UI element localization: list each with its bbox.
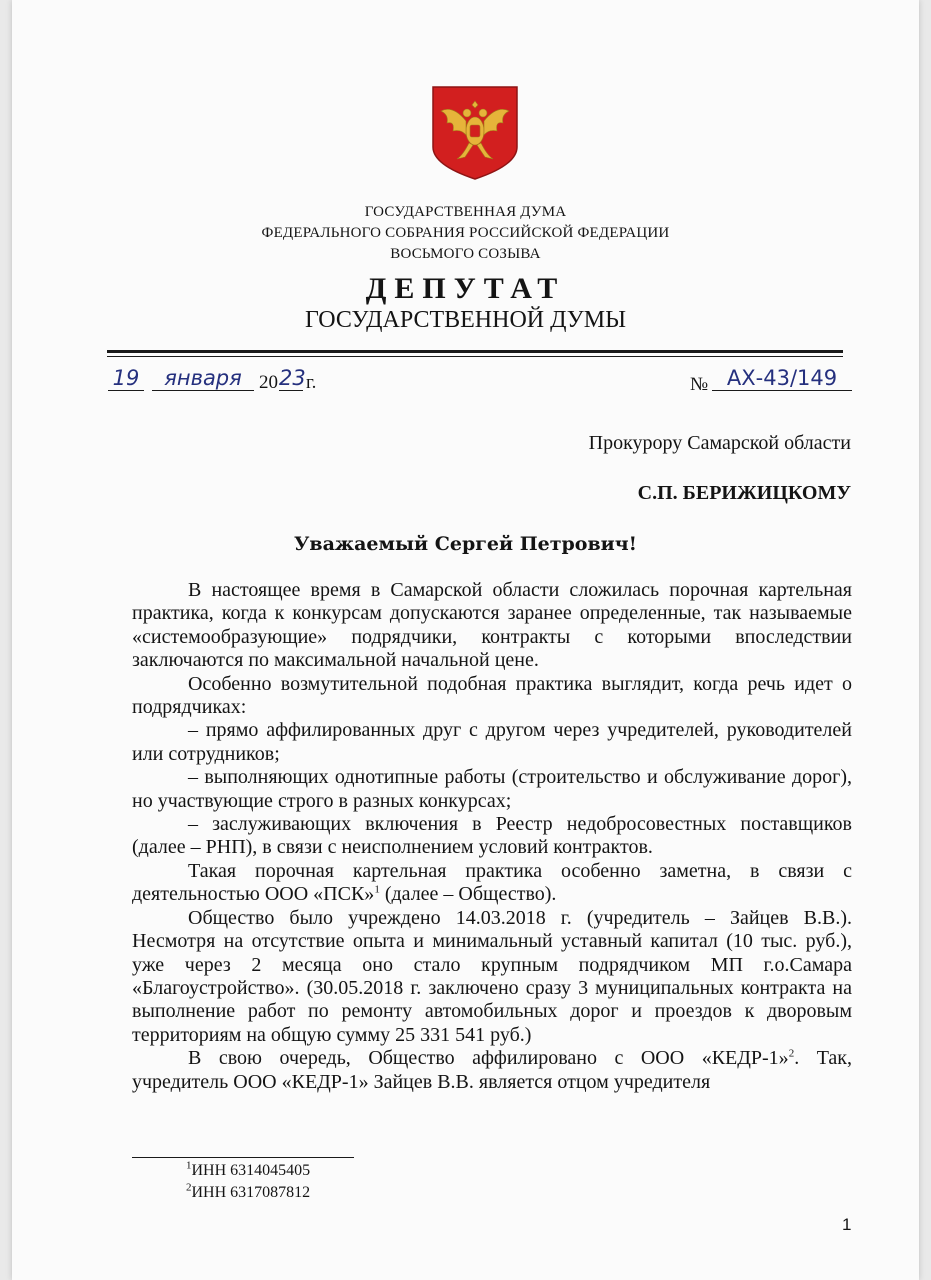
letterhead-org xyxy=(0,202,931,265)
date-year-prefix: 20 xyxy=(259,372,278,393)
reference-number xyxy=(690,366,860,402)
footnote xyxy=(186,1181,311,1202)
paragraph-text: (далее – Общество). xyxy=(379,883,557,906)
footnote-ref: 2 xyxy=(788,1047,795,1060)
paragraph xyxy=(132,860,852,907)
addressee-name: С.П. БЕРИЖИЦКОМУ xyxy=(637,482,851,504)
paragraph: Общество было учреждено 14.03.2018 г. (учредитель – Зайцев В.В.). Несмотря на отсутствие опыта и минимальный уставный капитал (10 тыс. руб.), уже через 2 месяца оно стало крупным подрядчиком МП г.о.Самара «Благоустройство». (30.05.2018 г. заключено сразу 3 муниципальных контракта на выполнение работ по ремонту автомобильных дорог и проездов к дворовым территориям на общую сумму 25 331 541 руб.) xyxy=(132,906,852,1046)
paragraph-text: Такая порочная картельная практика особенно заметна, в связи с деятельностью ООО «ПСК» xyxy=(132,859,852,906)
number-value: АХ-43/149 xyxy=(712,366,852,391)
letter-body xyxy=(132,579,852,1094)
footnote-mark: 2 xyxy=(186,1181,192,1194)
footnote-ref: 1 xyxy=(374,883,380,896)
addressee-position: Прокурору Самарской области xyxy=(588,432,851,454)
letterhead-title: ДЕПУТАТ xyxy=(365,272,566,305)
paragraph-text: В свою очередь, Общество аффилировано с ООО «КЕДР-1» xyxy=(188,1047,789,1070)
header-rule-thin xyxy=(107,356,843,357)
date-year-mark: г. xyxy=(306,372,317,393)
date-month: января xyxy=(152,366,254,391)
salutation: Уважаемый Сергей Петрович! xyxy=(293,533,637,555)
date-field xyxy=(108,366,328,402)
footnote-separator xyxy=(132,1157,354,1158)
footnote-text: ИНН 6314045405 xyxy=(191,1162,311,1179)
paragraph: В настоящее время в Самарской области сложилась порочная картельная практика, когда к конкурсам допускаются заранее определенные, так называемые «системообразующие» подрядчики, контракты с которыми впоследствии заключаются по максимальной начальной цене. xyxy=(132,579,852,672)
emblem xyxy=(431,85,519,181)
paragraph xyxy=(132,1047,852,1094)
footnote-text: ИНН 6317087812 xyxy=(191,1184,311,1201)
list-item: – выполняющих однотипные работы (строительство и обслуживание дорог), но участвующие строго в разных конкурсах; xyxy=(132,766,852,812)
date-day: 19 xyxy=(108,366,144,391)
page-number: 1 xyxy=(842,1215,852,1234)
org-line-2: ФЕДЕРАЛЬНОГО СОБРАНИЯ РОССИЙСКОЙ ФЕДЕРАЦИИ xyxy=(261,225,670,241)
org-line-1: ГОСУДАРСТВЕННАЯ ДУМА xyxy=(364,204,567,220)
footnote-mark: 1 xyxy=(186,1159,192,1172)
paragraph: Особенно возмутительной подобная практика выглядит, когда речь идет о подрядчиках: xyxy=(132,672,852,719)
list-item: – прямо аффилированных друг с другом через учредителей, руководителей или сотрудников; xyxy=(132,719,852,765)
date-year-suffix: 23 xyxy=(279,366,306,390)
footnote xyxy=(186,1159,311,1180)
header-rule xyxy=(107,350,843,353)
list-item: – заслуживающих включения в Реестр недобросовестных поставщиков (далее – РНП), в связи с неисполнением условий контрактов. xyxy=(132,813,852,859)
number-label: № xyxy=(690,374,709,395)
org-line-3: ВОСЬМОГО СОЗЫВА xyxy=(390,246,541,262)
paragraph-text: . Так, учредитель ООО «КЕДР-1» Зайцев В.В. является отцом учредителя xyxy=(132,1047,853,1093)
double-headed-eagle-icon xyxy=(431,85,519,181)
letterhead-subtitle: ГОСУДАРСТВЕННОЙ ДУМЫ xyxy=(304,307,627,333)
